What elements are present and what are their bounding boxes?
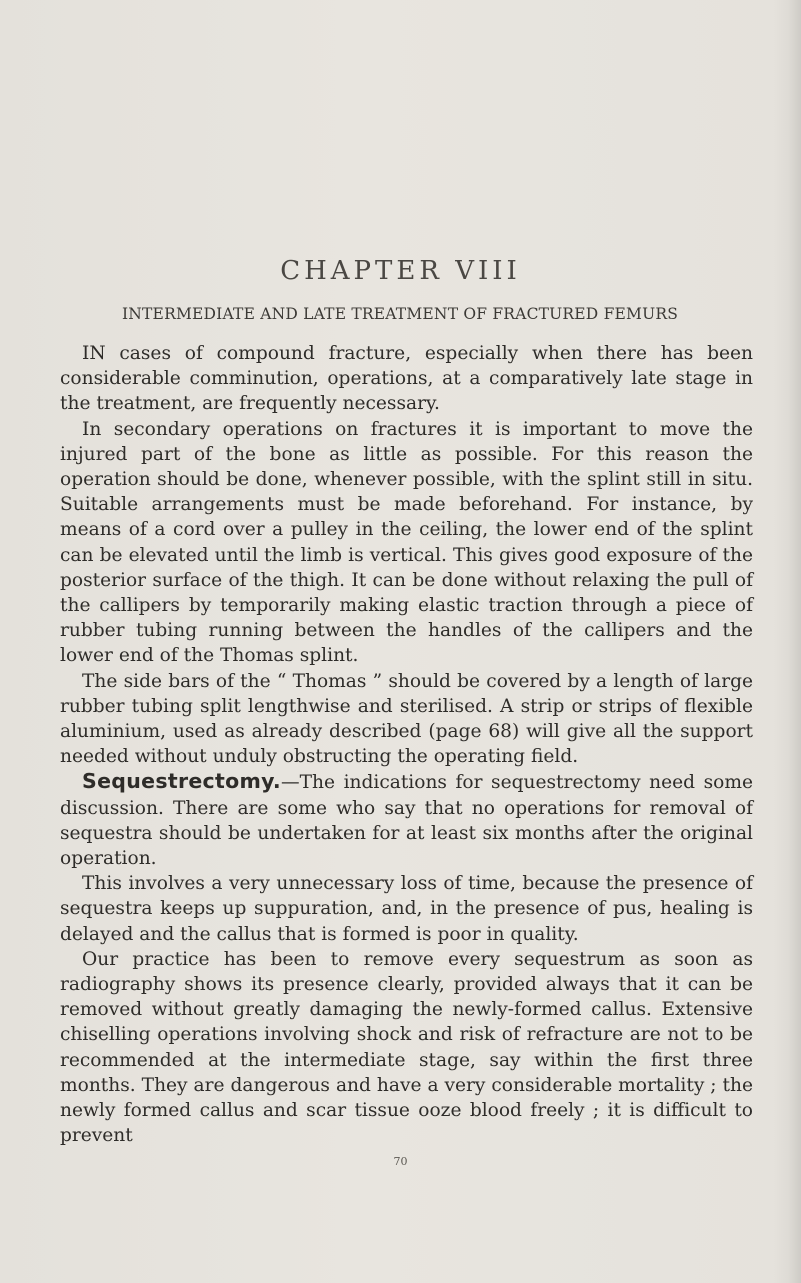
paragraph	[60, 871, 753, 947]
paragraph	[60, 947, 753, 1149]
paragraph-text: The side bars of the “ Thomas ” should be covered by a length of large rubber tubing split lengthwise and sterilised. A strip or strips of flexible aluminium, used as already described (page 68) will give all the support needed without unduly obstructing the operating field.	[60, 670, 753, 768]
section-heading: Sequestrectomy.	[82, 769, 282, 794]
page-edge-shadow	[773, 0, 801, 1283]
paragraph	[60, 417, 753, 669]
paragraph-text: This involves a very unnecessary loss of time, because the presence of sequestra keeps up suppuration, and, in the presence of pus, healing is delayed and the callus that is formed is poor in quality.	[60, 873, 753, 945]
page-number: 70	[393, 1155, 408, 1168]
paragraph	[60, 669, 753, 770]
chapter-subtitle: INTERMEDIATE AND LATE TREATMENT OF FRACTURED FEMURS	[121, 305, 679, 323]
paragraph-text: —The indications for sequestrectomy need some discussion. There are some who say that no operations for removal of sequestra should be undertaken for at least six months after the original operation.	[60, 772, 753, 870]
paragraph	[60, 769, 753, 871]
paragraph-text: IN cases of compound fracture, especially when there has been considerable comminution, operations, at a comparatively late stage in the treatment, are frequently necessary.	[60, 343, 753, 415]
body-text	[60, 341, 753, 1149]
chapter-title: CHAPTER VIII	[280, 256, 521, 286]
paragraph-text: In secondary operations on fractures it is important to move the injured part of the bone as little as possible. For this reason the operation should be done, whenever possible, with the splint still in situ. Suitable arrangements must be made beforehand. For instance, by means of a cord over a pulley in the ceiling, the lower end of the splint can be elevated until the limb is vertical. This gives good exposure of the posterior surface of the thigh. It can be done without relaxing the pull of the callipers by temporarily making elastic traction through a piece of rubber tubing running between the handles of the callipers and the lower end of the Thomas splint.	[60, 418, 753, 667]
paragraph	[60, 341, 753, 417]
paragraph-text: Our practice has been to remove every sequestrum as soon as radiography shows its presence clearly, provided always that it can be removed without greatly damaging the newly-formed callus. Extensive chiselling operations involving shock and risk of refracture are not to be recommended at the intermediate stage, say within the first three months. They are dangerous and have a very considerable mortality ; the newly formed callus and scar tissue ooze blood freely ; it is difficult to prevent	[60, 948, 753, 1147]
